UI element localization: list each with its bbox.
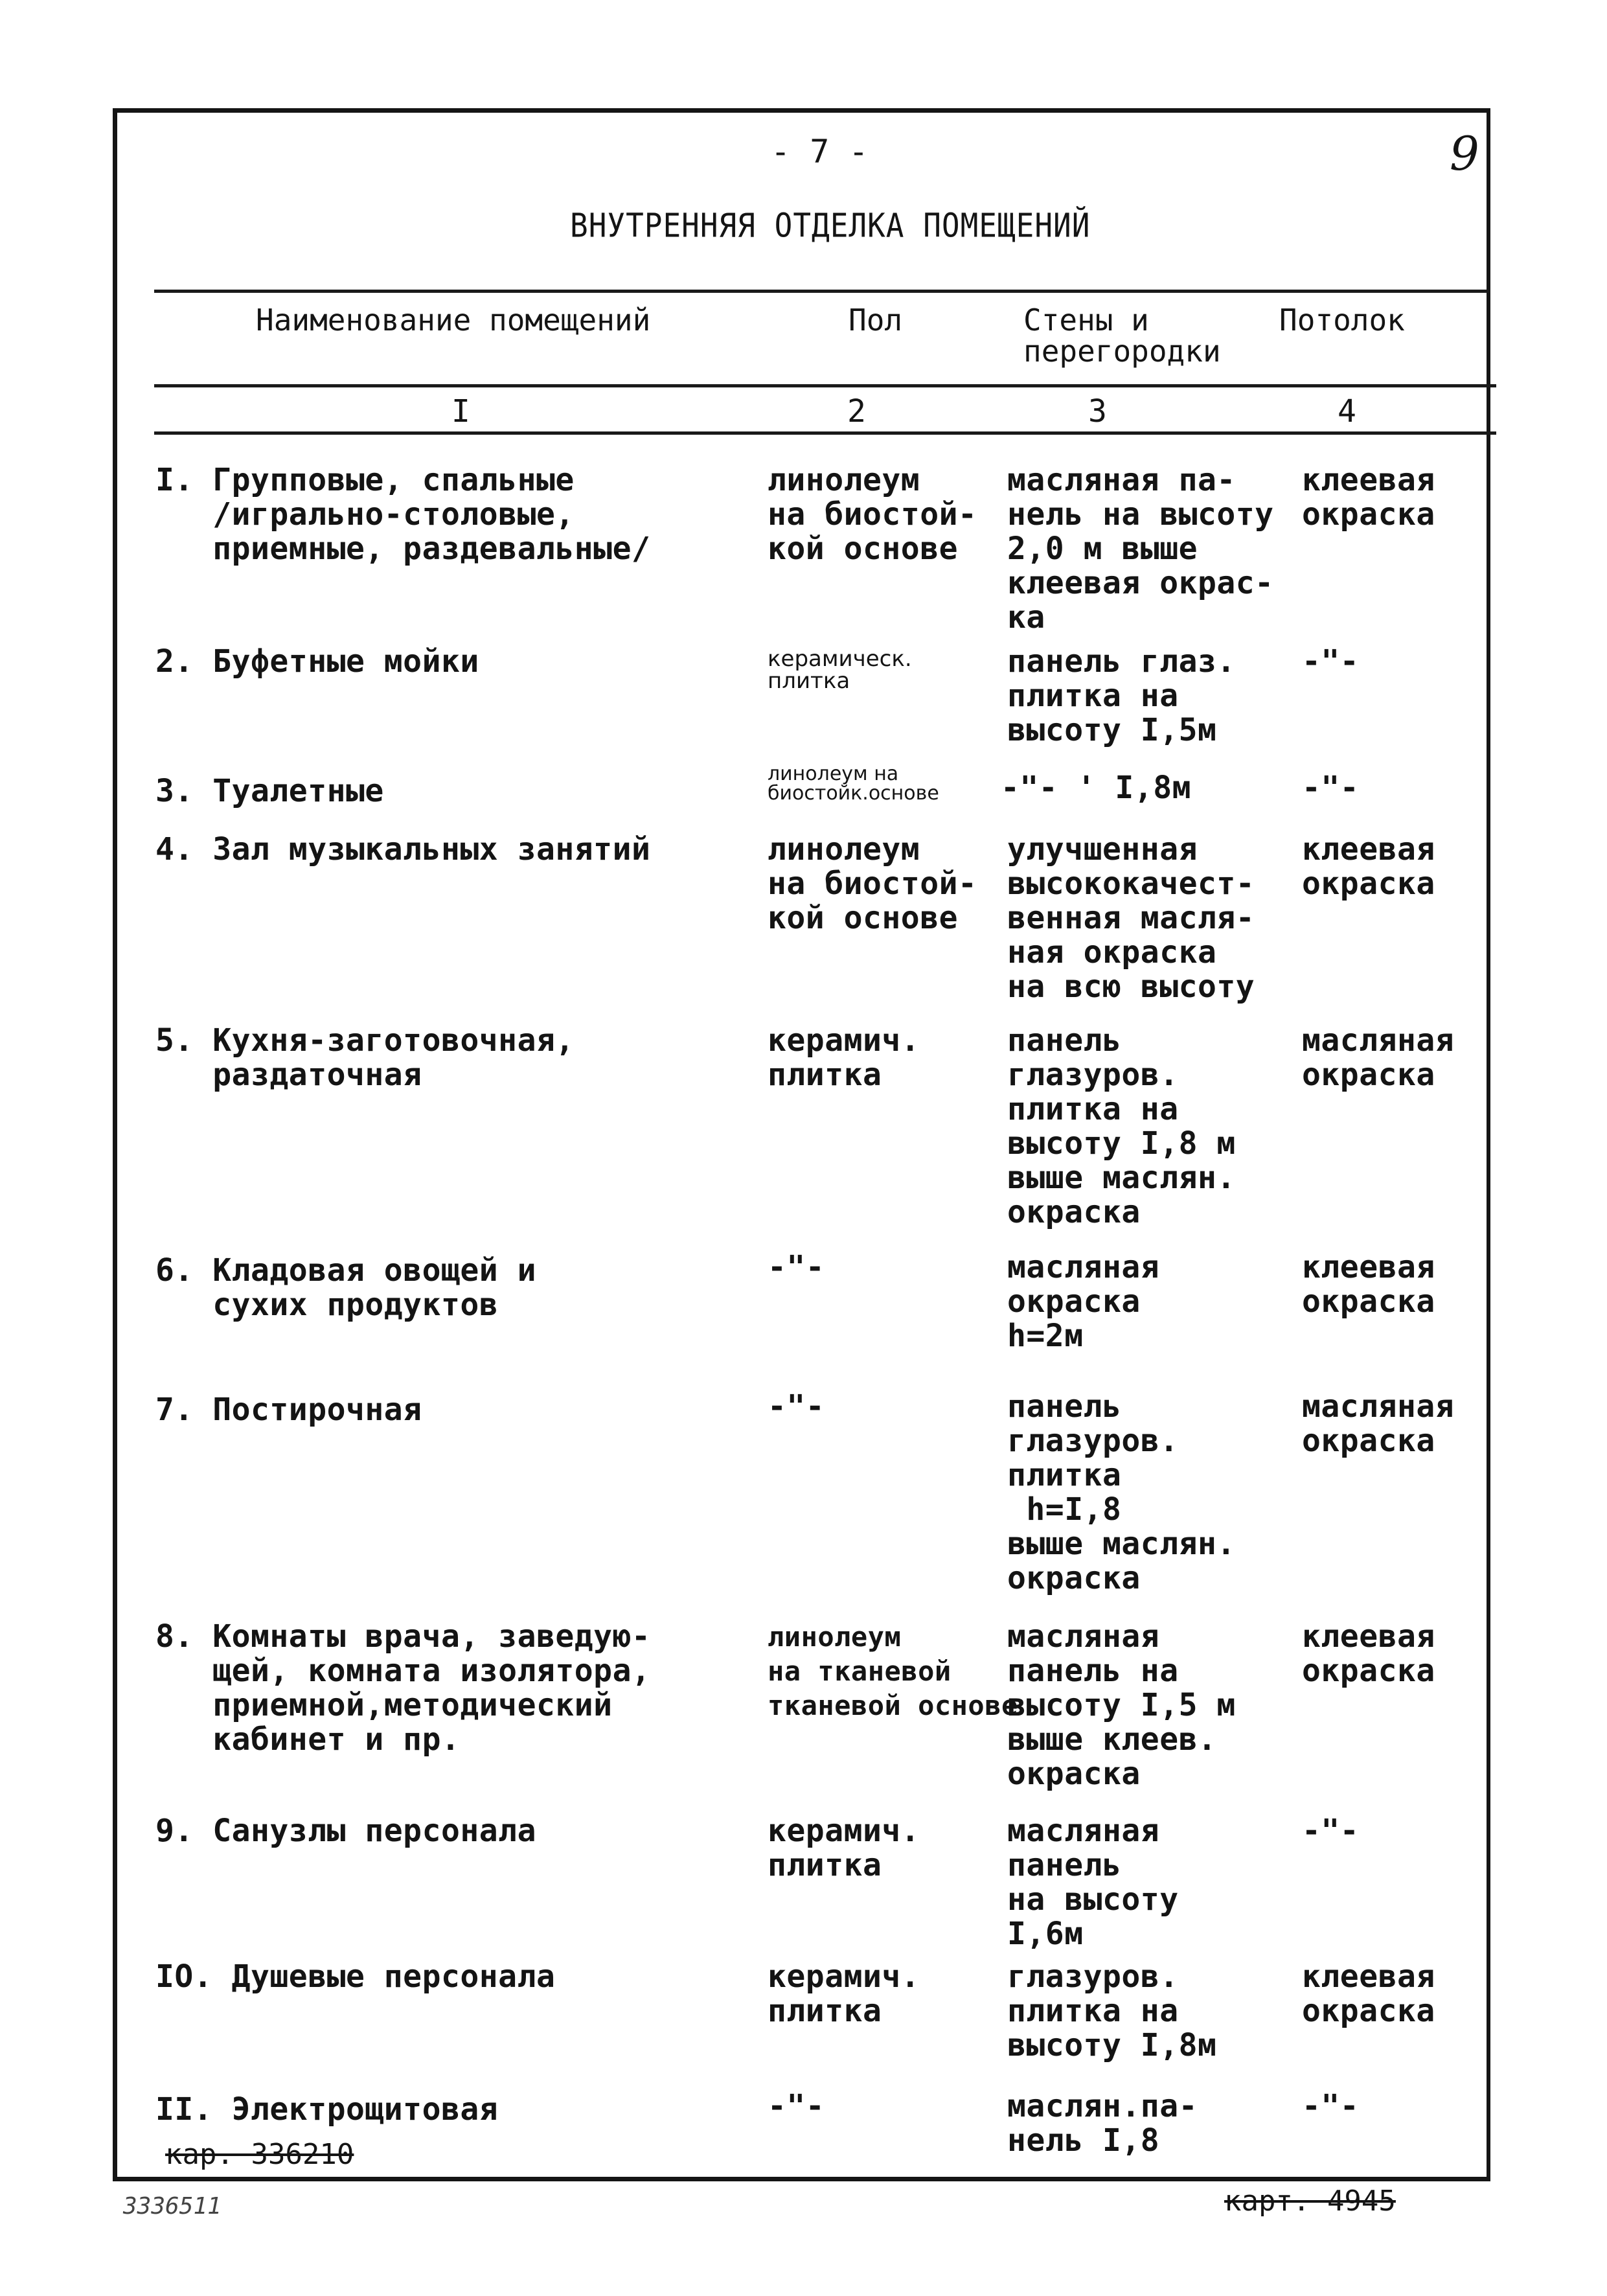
handwritten-page-number: 9 bbox=[1450, 126, 1479, 181]
table-row-room: 5. Кухня-заготовочная, раздаточная bbox=[155, 1022, 575, 1093]
column-header-floor: Пол bbox=[849, 303, 903, 338]
column-number-2: 2 bbox=[847, 393, 866, 430]
table-row-ceiling: -"- bbox=[1302, 1813, 1360, 1849]
table-row-walls: панель глазуров. плитка на высоту I,8 м выше маслян. окраска bbox=[1007, 1022, 1236, 1230]
column-number-1: I bbox=[451, 393, 470, 430]
table-row-walls: глазуров. плитка на высоту I,8м bbox=[1007, 1958, 1217, 2063]
header-bottom-rule bbox=[154, 384, 1496, 387]
table-row-ceiling: масляная окраска bbox=[1302, 1022, 1455, 1093]
table-row-floor: линолеум на биостойк.основе bbox=[768, 763, 939, 805]
column-header-room: Наименование помещений bbox=[256, 303, 651, 338]
table-row-ceiling: клеевая окраска bbox=[1302, 1958, 1435, 2029]
table-row-walls: масляная окраска h=2м bbox=[1007, 1249, 1160, 1354]
table-row-room: II. Электрощитовая bbox=[155, 2091, 499, 2128]
table-row-room: 8. Комнаты врача, заведую- щей, комната изолятора, приемной,методический кабинет и пр. bbox=[155, 1618, 651, 1758]
table-row-room: 7. Постирочная bbox=[155, 1392, 422, 1428]
table-row-ceiling: клеевая окраска bbox=[1302, 1618, 1435, 1689]
table-row-floor: -"- bbox=[768, 1388, 825, 1425]
table-row-ceiling: клеевая окраска bbox=[1302, 462, 1435, 533]
table-row-ceiling: клеевая окраска bbox=[1302, 1249, 1435, 1320]
table-row-floor: керамич. плитка bbox=[768, 1958, 920, 2029]
column-header-walls: Стены и перегородки bbox=[1023, 303, 1221, 369]
table-row-walls: -"- ' I,8м bbox=[1001, 770, 1191, 806]
table-row-walls: панель глаз. плитка на высоту I,5м bbox=[1007, 643, 1236, 748]
table-row-walls: панель глазуров. плитка h=I,8 выше маслян. окраска bbox=[1007, 1388, 1236, 1596]
table-row-ceiling: масляная окраска bbox=[1302, 1388, 1455, 1459]
table-row-floor: -"- bbox=[768, 1249, 825, 1285]
table-row-ceiling: -"- bbox=[1302, 643, 1360, 680]
table-row-room: 6. Кладовая овощей и сухих продуктов bbox=[155, 1252, 536, 1323]
table-row-walls: масляная панель на высоту I,6м bbox=[1007, 1813, 1179, 1952]
header-top-rule bbox=[154, 290, 1490, 293]
footer-left-note: кар. 336210 bbox=[165, 2138, 354, 2171]
table-row-floor: керамич. плитка bbox=[768, 1022, 920, 1093]
page-number: - 7 - bbox=[771, 133, 869, 170]
table-row-walls: улучшенная высококачест- венная масля- ная окраска на всю высоту bbox=[1007, 831, 1255, 1005]
table-row-room: 9. Санузлы персонала bbox=[155, 1813, 536, 1849]
table-row-floor: линолеум на тканевой тканевой основе bbox=[768, 1621, 1018, 1721]
column-number-4: 4 bbox=[1338, 393, 1356, 430]
page-title: ВНУТРЕННЯЯ ОТДЕЛКА ПОМЕЩЕНИЙ bbox=[570, 206, 1091, 245]
footer-right-note: карт. 4945 bbox=[1224, 2185, 1396, 2218]
table-row-walls: масляная панель на высоту I,5 м выше клеев. окраска bbox=[1007, 1618, 1236, 1792]
table-row-floor: линолеум на биостой- кой основе bbox=[768, 462, 977, 567]
column-number-3: 3 bbox=[1088, 393, 1107, 430]
table-row-ceiling: клеевая окраска bbox=[1302, 831, 1435, 902]
table-row-floor: линолеум на биостой- кой основе bbox=[768, 831, 977, 936]
colnum-bottom-rule bbox=[154, 431, 1496, 435]
footer-left-below: 3336511 bbox=[123, 2193, 222, 2220]
table-row-walls: маслян.па- нель I,8 bbox=[1007, 2088, 1198, 2159]
table-row-floor: керамическ. плитка bbox=[768, 646, 912, 694]
table-row-room: 2. Буфетные мойки bbox=[155, 643, 479, 680]
table-row-room: I. Групповые, спальные /игрально-столовые, приемные, раздевальные/ bbox=[155, 462, 651, 567]
table-row-room: 3. Туалетные bbox=[155, 773, 384, 809]
table-row-ceiling: -"- bbox=[1302, 2088, 1360, 2124]
table-row-room: 4. Зал музыкальных занятий bbox=[155, 831, 651, 867]
column-header-ceiling: Потолок bbox=[1279, 303, 1405, 338]
table-row-ceiling: -"- bbox=[1302, 770, 1360, 806]
table-row-walls: масляная па- нель на высоту 2,0 м выше клеевая окрас- ка bbox=[1007, 462, 1274, 636]
table-row-floor: керамич. плитка bbox=[768, 1813, 920, 1883]
table-row-room: IO. Душевые персонала bbox=[155, 1958, 556, 1995]
table-row-floor: -"- bbox=[768, 2088, 825, 2124]
